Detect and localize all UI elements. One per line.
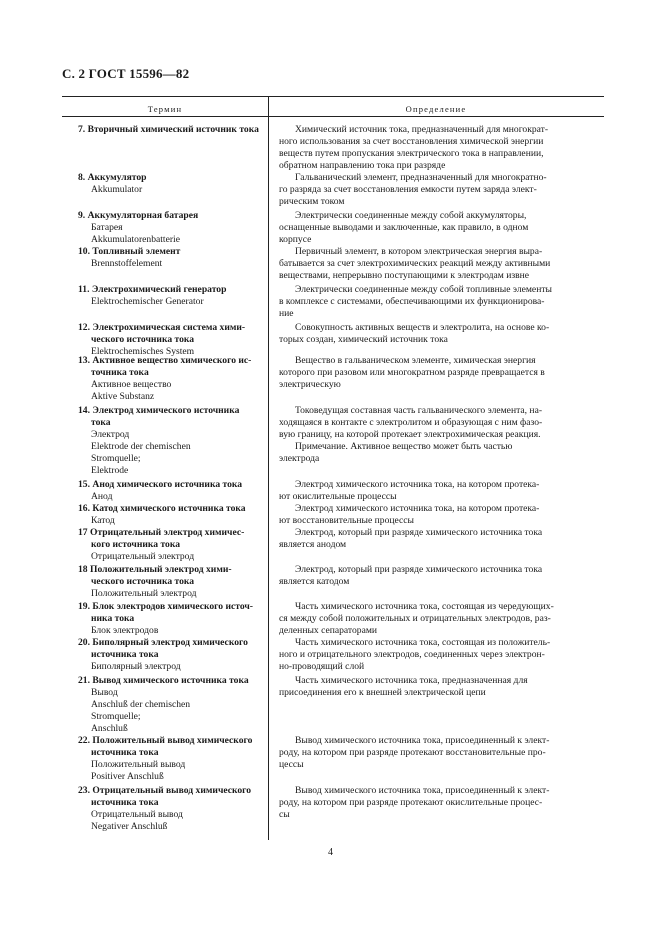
definition-line: ют восстановительные процессы <box>279 515 414 526</box>
term-cell <box>78 246 266 270</box>
term-title: 19. Блок электродов химического источ- <box>78 601 253 612</box>
definition-cell <box>279 564 597 588</box>
table-top-border <box>62 96 604 97</box>
definition-line: веществ путем пропускания электрического тока в направлении, <box>279 148 544 159</box>
term-cell <box>78 210 266 246</box>
term-title-continuation: точника тока <box>91 367 149 378</box>
term-cell <box>78 637 266 673</box>
term-title: 16. Катод химического источника тока <box>78 503 246 514</box>
definition-line: ходящаяся в контакте с электролитом и образующая с ним фазо- <box>279 417 543 428</box>
term-title: 14. Электрод химического источника <box>78 405 240 416</box>
term-title: 12. Электрохимическая система хими- <box>78 322 246 333</box>
term-synonym: Отрицательный электрод <box>91 551 195 562</box>
term-synonym: Elektrode <box>91 465 129 476</box>
definition-line: батывается за счет электрохимических реакций между активными <box>279 258 551 269</box>
definition-line: присоединения его к внешней электрической цепи <box>279 687 486 698</box>
term-synonym: Akkumulatorenbatterie <box>91 234 180 245</box>
term-title: 18 Положительный электрод хими- <box>78 564 232 575</box>
definition-cell <box>279 172 597 208</box>
term-synonym: Stromquelle; <box>91 711 141 722</box>
term-cell <box>78 355 266 403</box>
term-cell <box>78 735 266 783</box>
term-synonym: Stromquelle; <box>91 453 141 464</box>
definition-line: роду, на котором при разряде протекают окислительные процес- <box>279 797 543 808</box>
term-cell <box>78 503 266 527</box>
definition-cell <box>279 284 597 320</box>
definition-cell <box>279 785 597 821</box>
definition-line: ного использования за счет восстановления химической энергии <box>279 136 544 147</box>
definition-cell <box>279 601 597 637</box>
definition-cell <box>279 322 597 346</box>
term-synonym: Elektrochemisches System <box>91 346 195 357</box>
definition-line: электрическую <box>279 379 341 390</box>
term-title: 21. Вывод химического источника тока <box>78 675 249 686</box>
term-cell <box>78 322 266 358</box>
term-cell <box>78 785 266 833</box>
definition-line: в комплексе с системами, обеспечивающими их функционирова- <box>279 296 545 307</box>
definition-cell <box>279 735 597 771</box>
definition-line: обратном направлению тока при разряде <box>279 160 446 171</box>
table-header-border <box>62 116 604 117</box>
term-synonym: Блок электродов <box>91 625 159 636</box>
definition-line: го разряда за счет восстановления емкости путем заряда элект- <box>279 184 537 195</box>
definition-line: Первичный элемент, в котором электрическая энергия выра- <box>295 246 543 257</box>
definition-line: Химический источник тока, предназначенный для многократ- <box>295 124 549 135</box>
term-synonym: Положительный вывод <box>91 759 186 770</box>
definition-cell <box>279 503 597 527</box>
definition-line: цессы <box>279 759 304 770</box>
definition-line: ние <box>279 308 294 319</box>
term-title-continuation: тока <box>91 417 111 428</box>
definition-line: Электрод, который при разряде химического источника тока <box>295 564 543 575</box>
definition-line: ют окислительные процессы <box>279 491 397 502</box>
term-synonym: Negativer Anschluß <box>91 821 168 832</box>
definition-line: Примечание. Активное вещество может быть частью <box>295 441 513 452</box>
definition-line: Совокупность активных веществ и электролита, на основе ко- <box>295 322 550 333</box>
term-synonym: Батарея <box>91 222 123 233</box>
term-synonym: Вывод <box>91 687 118 698</box>
term-synonym: Активное вещество <box>91 379 172 390</box>
definition-line: Электрод, который при разряде химического источника тока <box>295 527 543 538</box>
term-cell <box>78 675 266 735</box>
page-title: С. 2 ГОСТ 15596—82 <box>62 66 190 81</box>
definition-cell <box>279 124 597 172</box>
term-title: 13. Активное вещество химического ис- <box>78 355 252 366</box>
term-title: 22. Положительный вывод химического <box>78 735 253 746</box>
term-cell <box>78 564 266 600</box>
definition-line: является анодом <box>279 539 347 550</box>
definition-line: торых создан, химический источник тока <box>279 334 448 345</box>
page-number: 4 <box>328 847 333 858</box>
definition-line: вую границу, на которой протекает электрохимическая реакция. <box>279 429 541 440</box>
definition-cell <box>279 479 597 503</box>
term-cell <box>78 601 266 637</box>
term-title: 7. Вторичный химический источник тока <box>78 124 259 135</box>
term-synonym: Elektrochemischer Generator <box>91 296 204 307</box>
term-synonym: Brennstoffelement <box>91 258 163 269</box>
definition-line: но-проводящий слой <box>279 661 365 672</box>
term-synonym: Катод <box>91 515 115 526</box>
definition-line: корпусе <box>279 234 312 245</box>
definition-cell <box>279 527 597 551</box>
term-title: 10. Топливный элемент <box>78 246 181 257</box>
term-title-continuation: источника тока <box>91 747 159 758</box>
term-synonym: Биполярный электрод <box>91 661 181 672</box>
term-synonym: Aktive Substanz <box>91 391 155 402</box>
definition-line: Электрод химического источника тока, на котором протека- <box>295 479 540 490</box>
definition-cell <box>279 405 597 465</box>
definition-line: веществами, непрерывно поступающими к электродам извне <box>279 270 530 281</box>
column-header-definition: Определение <box>405 104 467 114</box>
definition-line: которого при разовом или многократном разряде превращается в <box>279 367 545 378</box>
term-cell <box>78 172 266 196</box>
term-title: 11. Электрохимический генератор <box>78 284 227 295</box>
definition-line: Электрически соединенные между собой топливные элементы <box>295 284 552 295</box>
definition-line: деленных сепараторами <box>279 625 378 636</box>
definition-line: Вещество в гальваническом элементе, химическая энергия <box>295 355 536 366</box>
term-synonym: Положительный электрод <box>91 588 197 599</box>
definition-line: Вывод химического источника тока, присоединенный к элект- <box>295 735 550 746</box>
term-synonym: Электрод <box>91 429 130 440</box>
definition-line: Часть химического источника тока, предназначенная для <box>295 675 528 686</box>
table-column-divider <box>268 96 269 840</box>
definition-cell <box>279 210 597 246</box>
term-title-continuation: источника тока <box>91 797 159 808</box>
definition-line: ся между собой положительных и отрицательных электродов, раз- <box>279 613 551 624</box>
column-header-term: Термин <box>147 104 183 114</box>
term-cell <box>78 405 266 477</box>
term-synonym: Positiver Anschluß <box>91 771 164 782</box>
term-title-continuation: источника тока <box>91 649 159 660</box>
term-synonym: Elektrode der chemischen <box>91 441 191 452</box>
term-title: 23. Отрицательный вывод химического <box>78 785 252 796</box>
term-title: 17 Отрицательный электрод химичес- <box>78 527 245 538</box>
definition-line: Электрически соединенные между собой аккумуляторы, <box>295 210 527 221</box>
term-title-continuation: ника тока <box>91 613 135 624</box>
definition-line: рическим током <box>279 196 345 207</box>
term-synonym: Anschluß <box>91 723 128 734</box>
term-title-continuation: ческого источника тока <box>91 334 195 345</box>
definition-cell <box>279 246 597 282</box>
definition-line: электрода <box>279 453 320 464</box>
definition-cell <box>279 675 597 699</box>
term-synonym: Анод <box>91 491 113 502</box>
definition-line: Гальванический элемент, предназначенный для многократно- <box>295 172 547 183</box>
term-cell <box>78 479 266 503</box>
definition-line: Часть химического источника тока, состоящая из положитель- <box>295 637 551 648</box>
term-cell <box>78 284 266 308</box>
term-synonym: Anschluß der chemischen <box>91 699 191 710</box>
term-cell <box>78 124 266 136</box>
definition-line: является катодом <box>279 576 350 587</box>
term-title: 8. Аккумулятор <box>78 172 147 183</box>
term-synonym: Отрицательный вывод <box>91 809 183 820</box>
term-title: 9. Аккумуляторная батарея <box>78 210 199 221</box>
term-title: 15. Анод химического источника тока <box>78 479 243 490</box>
definition-line: оснащенные выводами и заключенные, как правило, в одном <box>279 222 529 233</box>
term-synonym: Akkumulator <box>91 184 143 195</box>
definition-line: Часть химического источника тока, состоящая из чередующих- <box>295 601 554 612</box>
definition-line: Электрод химического источника тока, на котором протека- <box>295 503 540 514</box>
term-title-continuation: кого источника тока <box>91 539 181 550</box>
definition-line: сы <box>279 809 290 820</box>
definition-line: ного и отрицательного электродов, соединенных через электрон- <box>279 649 545 660</box>
definition-cell <box>279 355 597 391</box>
term-cell <box>78 527 266 563</box>
term-title: 20. Биполярный электрод химического <box>78 637 248 648</box>
definition-line: Вывод химического источника тока, присоединенный к элект- <box>295 785 550 796</box>
definition-line: Токоведущая составная часть гальванического элемента, на- <box>295 405 543 416</box>
term-title-continuation: ческого источника тока <box>91 576 195 587</box>
definition-line: роду, на котором при разряде протекают восстановительные про- <box>279 747 546 758</box>
definition-cell <box>279 637 597 673</box>
